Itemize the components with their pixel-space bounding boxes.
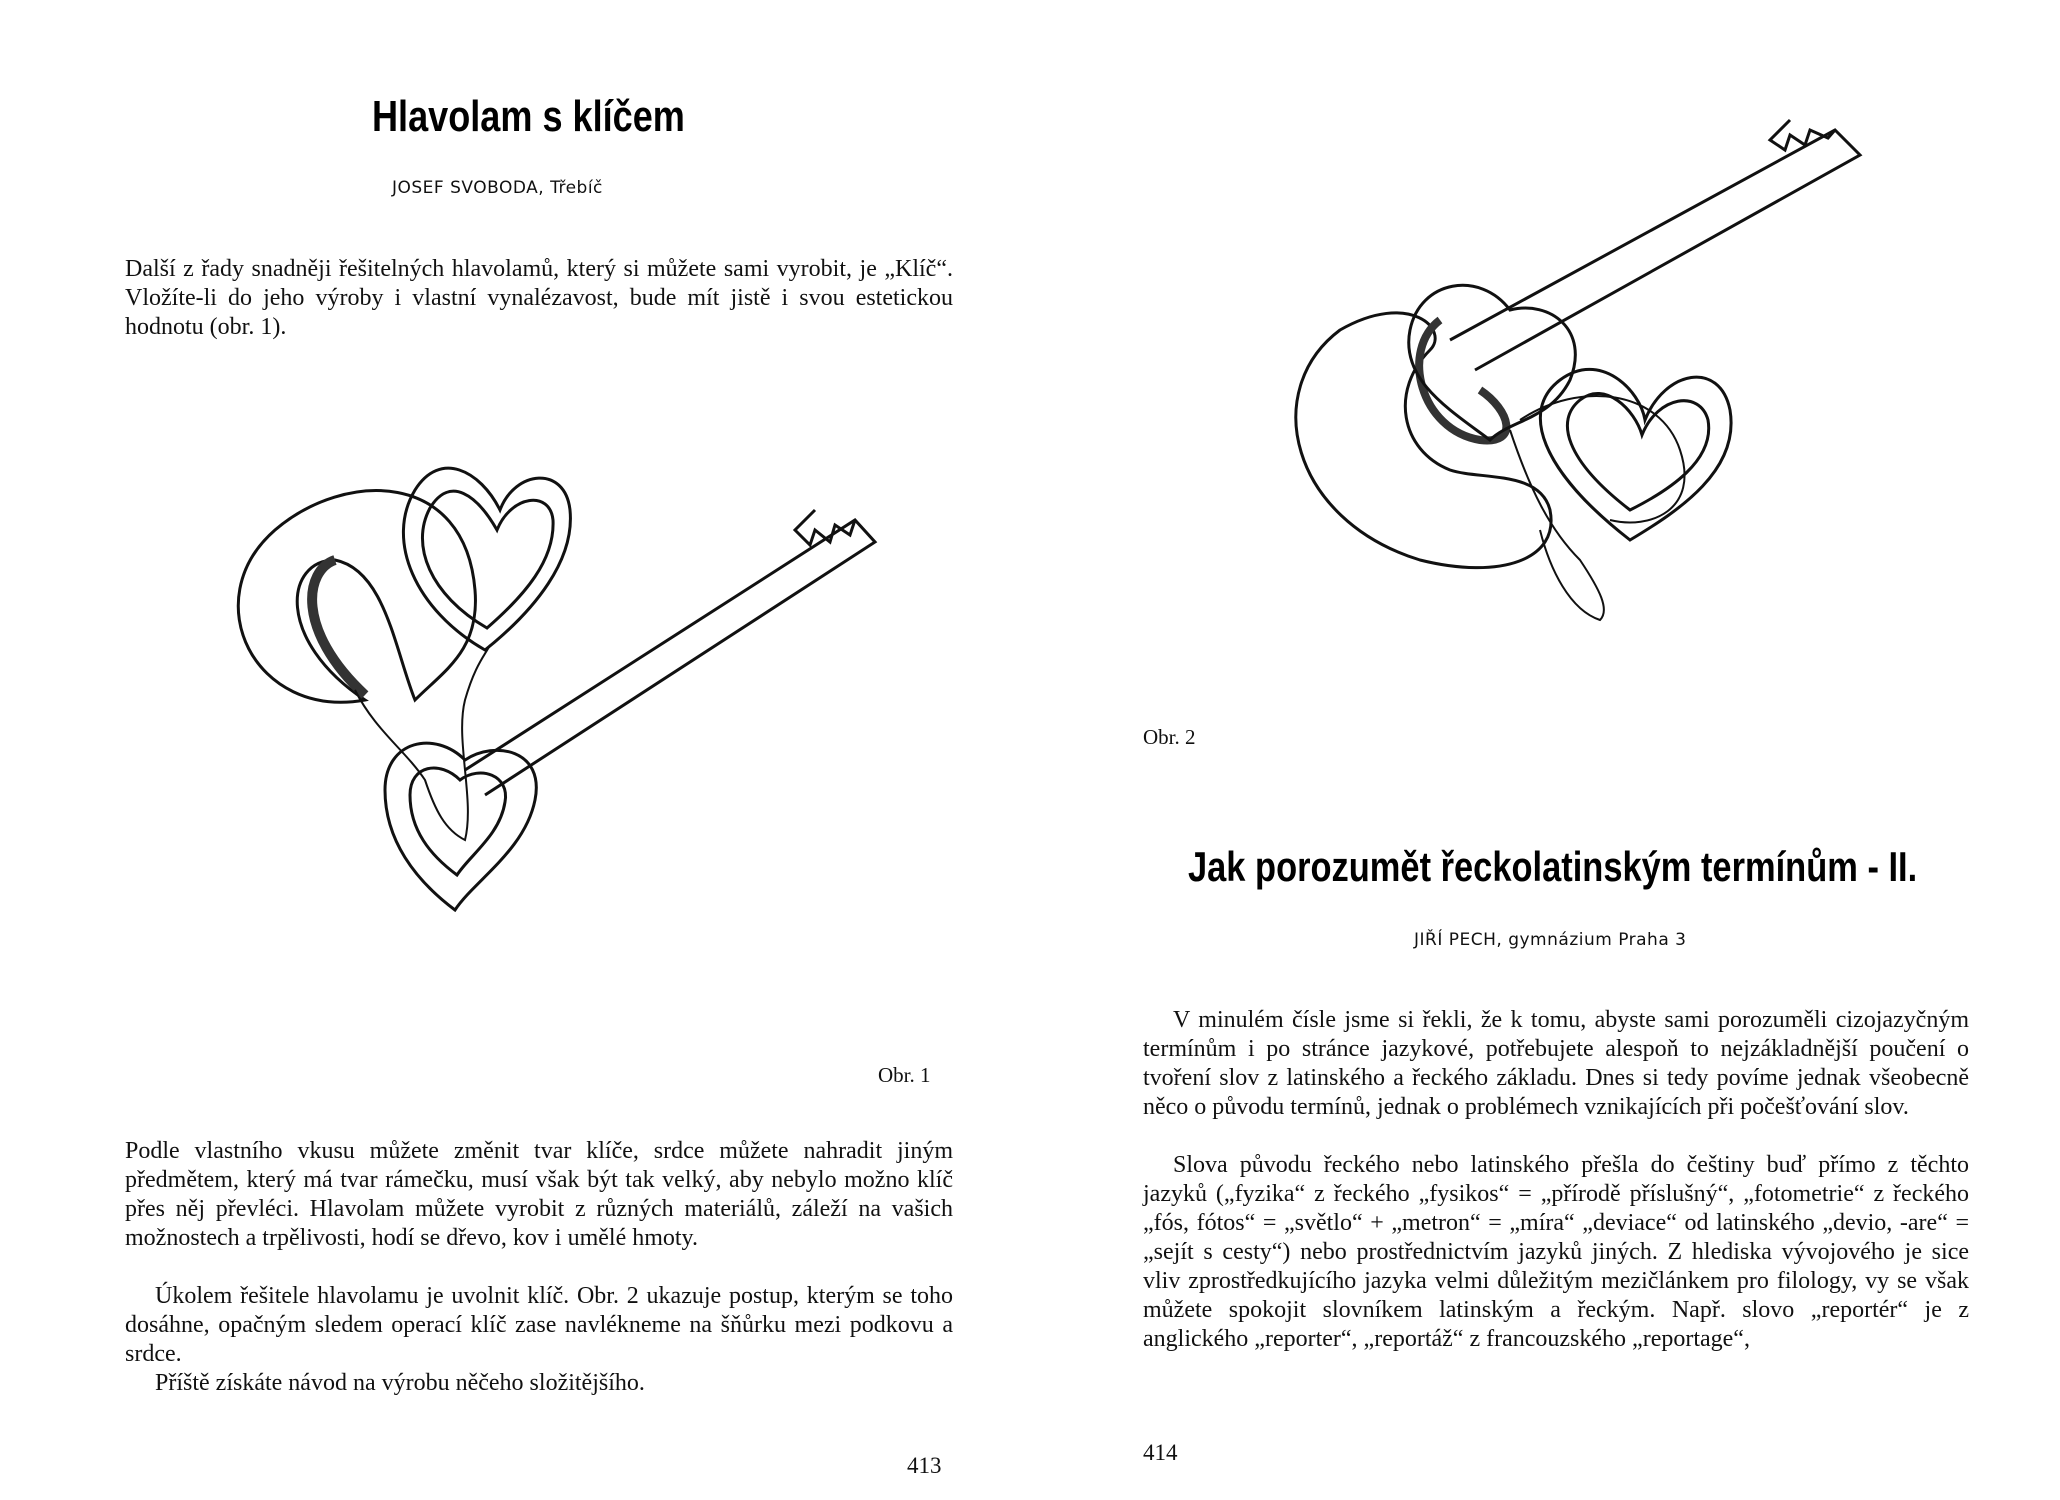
figure-1-caption: Obr. 1: [878, 1063, 931, 1087]
key-shape: [465, 520, 875, 795]
intro-paragraph: Další z řady snadněji řešitelných hlavolamů, který si můžete sami vyrobit, je „Klíč“. Vložíte-li do jeho výroby i vlastní vynalézavost, bude mít jistě i svou estetickou hodnotu (obr. 1).: [125, 256, 953, 340]
horseshoe-shape: [238, 491, 475, 703]
author-byline: JOSEF SVOBODA, Třebíč: [392, 178, 603, 198]
page-number-413: 413: [907, 1453, 942, 1478]
body-paragraph-1: V minulém čísle jsme si řekli, že k tomu, abyste sami porozuměli cizojazyčným termínům i po stránce jazykové, potřebujete alespoň to nejzákladnější poučení o tvoření slov z latinského a řeckého základu. Dnes si tedy povíme jednak všeobecně něco o původu termínů, jednak o problémech vznikajících při počešťování slov.: [1143, 1007, 1969, 1120]
body-paragraph-4: Příště získáte návod na výrobu něčeho složitějšího.: [155, 1370, 645, 1396]
cord-line: [1510, 430, 1604, 620]
figure-2-caption: Obr. 2: [1143, 725, 1196, 749]
article-title: Hlavolam s klíčem: [372, 92, 685, 141]
right-page: [1030, 0, 2060, 1500]
body-paragraph-3: Úkolem řešitele hlavolamu je uvolnit klíč. Obr. 2 ukazuje postup, kterým se toho dosáhne, opačným sledem operací klíč zase navlékneme na šňůrku mezi podkovu a srdce.: [125, 1283, 953, 1367]
body-paragraph-2: Podle vlastního vkusu můžete změnit tvar klíče, srdce můžete nahradit jiným předmětem, který má tvar rámečku, musí však být tak velký, aby nebylo možno klíč přes něj převléci. Hlavolam můžete vyrobit z různých materiálů, záleží na vašich možnostech a trpělivosti, hodí se dřevo, kov i umělé hmoty.: [125, 1138, 953, 1251]
body-paragraph-2: Slova původu řeckého nebo latinského přešla do češtiny buď přímo z těchto jazyků („fyzika“ z řeckého „fysikos“ = „přírodě příslušný“, „fotometrie“ z řeckého „fós, fótos“ = „světlo“ + „metron“ = „míra“ „deviace“ od latinského „devio, -are“ = „sejít s cesty“) nebo prostřednictvím jazyků jiných. Z hlediska vývojového je sice vliv zprostředkujícího jazyka velmi důležitým mezičlánkem pro filology, vy se však můžete spokojit slovníkem latinským a řeckým. Např. slovo „reportér“ je z anglického „reporter“, „reportáž“ z francouzského „reportage“,: [1143, 1152, 1969, 1352]
figure-2-illustration: [1280, 90, 1880, 670]
key-shape: [1450, 130, 1860, 370]
figure-1-illustration: [215, 450, 905, 950]
author-byline: JIŘÍ PECH, gymnázium Praha 3: [1414, 930, 1687, 950]
page-number-414: 414: [1143, 1440, 1178, 1465]
cord-loop: [1520, 396, 1685, 522]
article-title: Jak porozumět řeckolatinským termínům - II.: [1188, 843, 1918, 890]
